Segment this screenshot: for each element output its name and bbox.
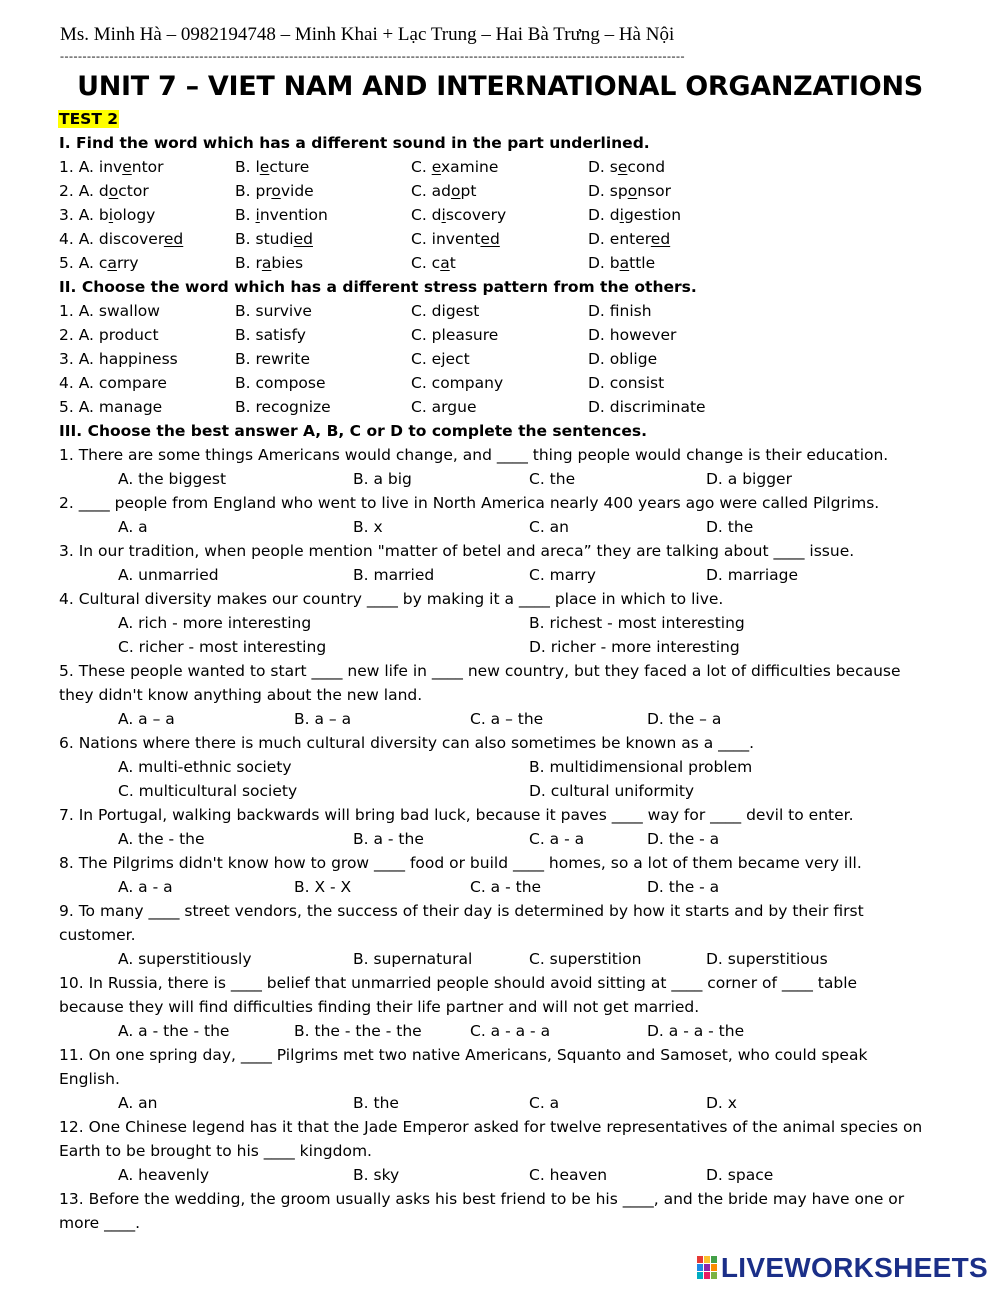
answer-option: C. a - the [470,878,542,896]
sound-question-row [59,227,959,251]
question-text: 4. Cultural diversity makes our country ____ by making it a ____ place in which to live. [59,590,724,608]
underlined-part: e [431,158,441,176]
underlined-part: i [619,206,624,224]
answer-option: B. the [353,1094,399,1112]
answer-option: D. cultural uniformity [529,782,695,800]
sound-option [588,227,670,251]
worksheet-content [59,131,959,1235]
option-text: D. enter [588,230,651,248]
answer-option: A. the - the [118,830,205,848]
logo-tile [711,1272,717,1279]
option-text: C. c [411,254,441,272]
answer-option: B. the - the - the [294,1022,422,1040]
underlined-part: e [617,158,628,176]
answer-option: C. superstition [529,950,642,968]
stress-option: 1. A. swallow [59,302,160,320]
answer-option: B. multidimensional problem [529,758,753,776]
answer-option: B. married [353,566,435,584]
answer-option: D. the - a [647,830,720,848]
page-title: UNIT 7 – VIET NAM AND INTERNATIONAL ORGANZATIONS [77,71,923,102]
option-text: t [449,254,456,272]
option-text: B. studi [235,230,294,248]
question-text: 2. ____ people from England who went to live in North America nearly 400 years ago were called Pilgrims. [59,494,880,512]
logo-tile [697,1272,703,1279]
option-text: cond [627,158,666,176]
underlined-part: e [259,158,270,176]
sound-option [59,227,183,251]
stress-option: 4. A. compare [59,374,167,392]
stress-option: D. finish [588,302,652,320]
stress-option: D. oblige [588,350,658,368]
liveworksheets-logo [697,1252,988,1284]
stress-option: 3. A. happiness [59,350,178,368]
answer-options-row [59,875,959,899]
question-number: 4. A. [59,230,99,248]
answer-option: D. space [706,1166,774,1184]
answer-option: A. superstitiously [118,950,252,968]
stress-option: C. company [411,374,504,392]
option-text: nsor [637,182,671,200]
sound-option [59,203,155,227]
option-text: xamine [440,158,499,176]
answer-option: C. heaven [529,1166,608,1184]
sound-question-row [59,179,959,203]
question-text: 7. In Portugal, walking backwards will bring bad luck, because it paves ____ way for ____ devil to enter. [59,806,854,824]
answer-option: A. a - a [118,878,173,896]
option-text: pt [460,182,477,200]
logo-tile [711,1264,717,1271]
question-number: 3. A. [59,206,99,224]
stress-option: 5. A. manage [59,398,163,416]
option-text: discover [98,230,164,248]
question-text: 11. On one spring day, ____ Pilgrims met two native Americans, Squanto and Samoset, who could speak [59,1046,868,1064]
underlined-part: i [108,206,114,224]
option-text: D. sp [588,182,628,200]
option-text: D. d [588,206,620,224]
answer-option: A. a – a [118,710,175,728]
answer-option: A. rich - more interesting [118,614,312,632]
sound-option [411,251,456,275]
question-text: 9. To many ____ street vendors, the success of their day is determined by how it starts and by their first [59,902,864,920]
sound-question-row [59,251,959,275]
question-text: 5. These people wanted to start ____ new life in ____ new country, but they faced a lot of difficulties because [59,662,901,680]
stress-option: C. pleasure [411,326,499,344]
answer-option: A. multi-ethnic society [118,758,292,776]
question-text: 3. In our tradition, when people mention "matter of betel and areca” they are talking about ____ issue. [59,542,855,560]
question-text: 6. Nations where there is much cultural diversity can also sometimes be known as a ____. [59,734,755,752]
sound-option [588,203,681,227]
option-text: nvention [259,206,328,224]
answer-option: B. supernatural [353,950,473,968]
option-text: B. r [235,254,262,272]
option-text: cture [269,158,310,176]
question-text: 8. The Pilgrims didn't know how to grow ____ food or build ____ homes, so a lot of them became very ill. [59,854,862,872]
underlined-part: a [619,254,630,272]
header-divider: ------------------------------------------------------------------------------------------------------------------------------------------- [60,49,685,63]
sound-option [59,155,164,179]
answer-option: A. unmarried [118,566,219,584]
option-text: d [98,182,109,200]
stress-option: B. rewrite [235,350,311,368]
answer-option: D. a - a - the [647,1022,745,1040]
option-text: B. [235,206,256,224]
question-text: 13. Before the wedding, the groom usually asks his best friend to be his ____, and the bride may have one or [59,1190,905,1208]
answer-option: D. marriage [706,566,799,584]
sound-option [235,251,303,275]
underlined-part: a [107,254,117,272]
question-text: more ____. [59,1214,141,1232]
underlined-part: a [440,254,450,272]
answer-option: D. the – a [647,710,722,728]
sound-option [588,155,665,179]
answer-options-row [59,779,959,803]
answer-option: A. a - the - the [118,1022,230,1040]
sound-option [235,203,328,227]
answer-option: C. richer - most interesting [118,638,327,656]
option-text: ttle [629,254,656,272]
option-text: inv [98,158,123,176]
underlined-part: ed [163,230,184,248]
answer-option: C. marry [529,566,596,584]
stress-question-row [59,323,959,347]
stress-question-row [59,371,959,395]
stress-option: B. compose [235,374,326,392]
sound-option [59,251,139,275]
answer-option: C. multicultural society [118,782,298,800]
option-text: ntor [131,158,164,176]
stress-option: B. recognize [235,398,331,416]
underlined-part: o [627,182,638,200]
answer-options-row [59,947,959,971]
option-text: b [98,206,109,224]
option-text: vide [280,182,314,200]
stress-option: D. however [588,326,677,344]
answer-option: A. a [118,518,148,536]
test-label: TEST 2 [59,110,119,128]
underlined-part: ed [650,230,671,248]
answer-option: B. a big [353,470,412,488]
answer-option: D. x [706,1094,737,1112]
answer-option: D. superstitious [706,950,828,968]
sound-option [411,179,476,203]
underlined-part: o [271,182,281,200]
option-text: C. ad [411,182,452,200]
logo-tile [697,1264,703,1271]
answer-option: C. a - a - a [470,1022,551,1040]
stress-question-row [59,299,959,323]
question-text: 10. In Russia, there is ____ belief that unmarried people should avoid sitting at ____ corner of ____ table [59,974,858,992]
option-text: gestion [623,206,682,224]
answer-options-row [59,467,959,491]
question-text: customer. [59,926,136,944]
liveworksheets-logo-text: LIVEWORKSHEETS [720,1252,988,1283]
logo-tile [711,1256,717,1263]
stress-option: C. eject [411,350,470,368]
question-number: 5. A. [59,254,99,272]
answer-option: A. an [118,1094,158,1112]
section-2-heading: II. Choose the word which has a different stress pattern from the others. [59,278,697,296]
question-number: 1. A. [59,158,99,176]
underlined-part: e [122,158,132,176]
answer-option: C. an [529,518,569,536]
answer-option: C. a - a [529,830,585,848]
underlined-part: o [108,182,119,200]
answer-options-row [59,755,959,779]
option-text: rry [116,254,139,272]
answer-options-row [59,1163,959,1187]
stress-question-row [59,347,959,371]
sound-option [235,179,314,203]
sound-option [411,203,506,227]
sound-question-row [59,203,959,227]
stress-option: B. survive [235,302,312,320]
question-text: Earth to be brought to his ____ kingdom. [59,1142,372,1160]
underlined-part: o [451,182,461,200]
sound-option [411,155,498,179]
underlined-part: a [261,254,272,272]
option-text: B. l [235,158,260,176]
answer-option: B. X - X [294,878,352,896]
sound-question-row [59,155,959,179]
answer-option: D. a bigger [706,470,792,488]
answer-options-row [59,563,959,587]
sound-option [588,251,655,275]
underlined-part: i [441,206,446,224]
answer-options-row [59,1091,959,1115]
question-text: because they will find difficulties finding their life partner and will not get married. [59,998,700,1016]
answer-option: D. the [706,518,754,536]
answer-option: D. richer - more interesting [529,638,740,656]
stress-question-row [59,395,959,419]
answer-options-row [59,635,959,659]
answer-options-row [59,827,959,851]
stress-option: D. consist [588,374,665,392]
logo-tile [704,1256,710,1263]
answer-option: B. sky [353,1166,400,1184]
answer-option: D. the - a [647,878,720,896]
answer-option: A. the biggest [118,470,227,488]
stress-option: 2. A. product [59,326,159,344]
sound-option [411,227,500,251]
stress-option: C. argue [411,398,477,416]
section-3-heading: III. Choose the best answer A, B, C or D to complete the sentences. [59,422,647,440]
sound-option [235,227,313,251]
logo-tile [704,1264,710,1271]
option-text: C. invent [411,230,481,248]
underlined-part: i [255,206,260,224]
answer-option: C. a – the [470,710,544,728]
answer-option: A. heavenly [118,1166,210,1184]
stress-option: D. discriminate [588,398,706,416]
answer-option: C. the [529,470,576,488]
option-text: D. s [588,158,618,176]
logo-tile [704,1272,710,1279]
option-text: c [98,254,108,272]
liveworksheets-logo-icon [697,1256,717,1280]
answer-option: C. a [529,1094,560,1112]
option-text: scovery [445,206,507,224]
answer-option: B. x [353,518,383,536]
option-text: ology [113,206,156,224]
answer-option: B. a – a [294,710,352,728]
question-text: English. [59,1070,120,1088]
question-number: 2. A. [59,182,99,200]
option-text: bies [271,254,304,272]
answer-options-row [59,515,959,539]
underlined-part: ed [293,230,313,248]
question-text: they didn't know anything about the new land. [59,686,423,704]
option-text: D. b [588,254,620,272]
sound-option [235,155,309,179]
answer-options-row [59,611,959,635]
answer-option: B. a - the [353,830,424,848]
option-text: C. [411,158,432,176]
question-text: 1. There are some things Americans would change, and ____ thing people would change is their education. [59,446,889,464]
option-text: C. d [411,206,442,224]
answer-options-row [59,1019,959,1043]
page-header: Ms. Minh Hà – 0982194748 – Minh Khai + Lạc Trung – Hai Bà Trưng – Hà Nội [60,24,675,45]
section-1-heading: I. Find the word which has a different sound in the part underlined. [59,134,650,152]
option-text: B. pr [235,182,272,200]
stress-option: B. satisfy [235,326,306,344]
underlined-part: ed [480,230,500,248]
question-text: 12. One Chinese legend has it that the Jade Emperor asked for twelve representatives of the animal species on [59,1118,923,1136]
sound-option [588,179,671,203]
answer-options-row [59,707,959,731]
option-text: ctor [118,182,149,200]
logo-tile [697,1256,703,1263]
sound-option [59,179,149,203]
answer-option: B. richest - most interesting [529,614,745,632]
stress-option: C. digest [411,302,480,320]
